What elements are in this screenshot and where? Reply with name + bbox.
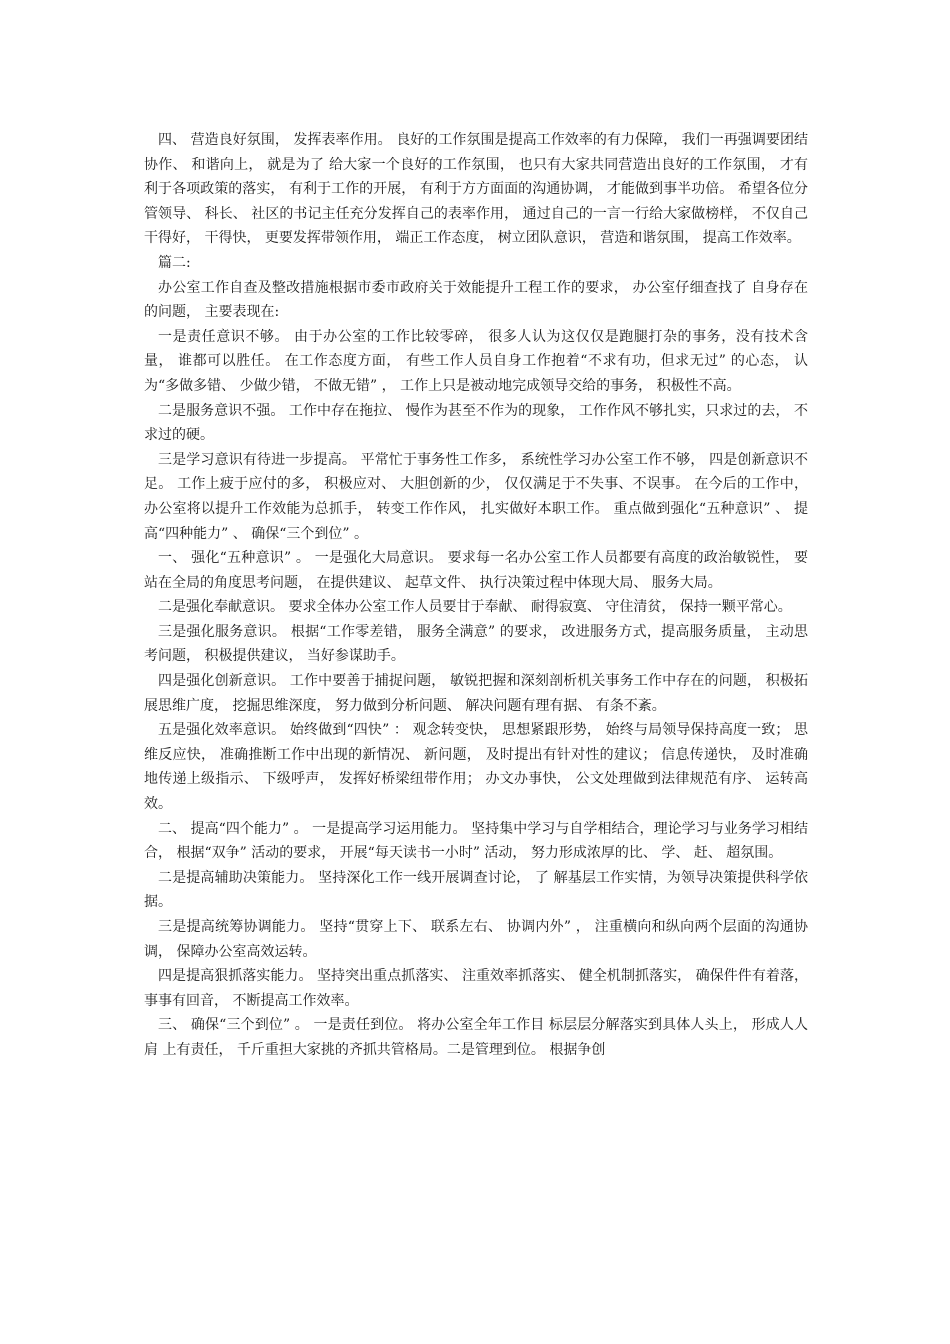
paragraph-14: 三是提高统筹协调能力。 坚持“贯穿上下、 联系左右、 协调内外” ， 注重横向和纵向两个层面的沟通协调， 保障办公室高效运转。 (144, 919, 808, 960)
paragraph-3: 办公室工作自查及整改措施根据市委市政府关于效能提升工程工作的要求， 办公室仔细查找了 自身存在的问题， 主要表现在: (144, 279, 808, 321)
paragraph-9: 三是强化服务意识。 根据“工作零差错， 服务全满意” 的要求， 改进服务方式，提高服务质量， 主动思考问题， 积极提供建议， 当好参谋助手。 (144, 623, 808, 665)
paragraph-16: 三、 确保“三个到位” 。 一是责任到位。 将办公室全年工作目 标层层分解落实到具体人头上， 形成人人肩 上有责任， 千斤重担大家挑的齐抓共管格局。二是管理到位。 根据争创 (144, 1017, 808, 1058)
paragraph-5: 二是服务意识不强。 工作中存在拖拉、 慢作为甚至不作为的现象， 工作作风不够扎实，只求过的去， 不求过的硬。 (144, 402, 808, 444)
paragraph-13: 二是提高辅助决策能力。 坚持深化工作一线开展调查讨论， 了 解基层工作实情，为领导决策提供科学依据。 (144, 869, 808, 911)
paragraph-11: 五是强化效率意识。 始终做到“四快” ： 观念转变快， 思想紧跟形势， 始终与局领导保持高度一致； 思维反应快， 准确推断工作中出现的新情况、 新问题， 及时提出有针对性的建议； 信息传递快， 及时准确地传递上级指示、 下级呼声， 发挥好桥梁纽带作用； 办文办事快， 公文处理做到法律规范有序、 运转高效。 (144, 722, 808, 813)
paragraph-2: 篇二: (158, 254, 191, 271)
paragraph-7: 一、 强化“五种意识” 。 一是强化大局意识。 要求每一名办公室工作人员都要有高度的政治敏锐性， 要站在全局的角度思考问题， 在提供建议、 起草文件、 执行决策过程中体现大局、 服务大局。 (144, 550, 808, 591)
paragraph-4: 一是责任意识不够。 由于办公室的工作比较零碎， 很多人认为这仅仅是跑腿打杂的事务，没有技术含量， 谁都可以胜任。 在工作态度方面， 有些工作人员自身工作抱着“不求有功，但求无过” 的心态， 认为“多做多错、 少做少错， 不做无错” ， 工作上只是被动地完成领导交给的事务， 积极性不高。 (144, 328, 808, 394)
document-body (144, 128, 808, 1063)
paragraph-10: 四是强化创新意识。 工作中要善于捕捉问题， 敏锐把握和深刻剖析机关事务工作中存在的问题， 积极拓展思维广度， 挖掘思维深度， 努力做到分析问题、 解决问题有理有据、 有条不紊。 (144, 673, 808, 714)
paragraph-12: 二、 提高“四个能力” 。 一是提高学习运用能力。 坚持集中学习与自学相结合，理论学习与业务学习相结合， 根据“双争” 活动的要求， 开展“每天读书一小时” 活动， 努力形成浓厚的比、 学、 赶、 超氛围。 (144, 820, 808, 862)
paragraph-15: 四是提高狠抓落实能力。 坚持突出重点抓落实、 注重效率抓落实、 健全机制抓落实， 确保件件有着落， 事事有回音， 不断提高工作效率。 (144, 968, 808, 1009)
paragraph-8: 二是强化奉献意识。 要求全体办公室工作人员要甘于奉献、 耐得寂寞、 守住清贫， 保持一颗平常心。 (158, 599, 792, 616)
paragraph-6: 三是学习意识有待进一步提高。 平常忙于事务性工作多， 系统性学习办公室工作不够， 四是创新意识不足。 工作上疲于应付的多， 积极应对、 大胆创新的少， 仅仅满足于不失事、不误事。 在今后的工作中， 办公室将以提升工作效能为总抓手， 转变工作作风， 扎实做好本职工作。 重点做到强化“五种意识” 、 提高“四种能力” 、 确保“三个到位” 。 (144, 451, 808, 542)
paragraph-1: 四、 营造良好氛围， 发挥表率作用。 良好的工作氛围是提高工作效率的有力保障， 我们一再强调要团结协作、 和谐向上， 就是为了 给大家一个良好的工作氛围， 也只有大家共同营造出良好的工作氛围， 才有利于各项政策的落实， 有利于工作的开展， 有利于方方面面的沟通协调， 才能做到事半功倍。 希望各位分管领导、 科长、 社区的书记主任充分发挥自己的表率作用， 通过自己的一言一行给大家做榜样， 不仅自己干得好， 干得快， 更要发挥带领作用， 端正工作态度， 树立团队意识， 营造和谐氛围， 提高工作效率。 (144, 132, 808, 247)
